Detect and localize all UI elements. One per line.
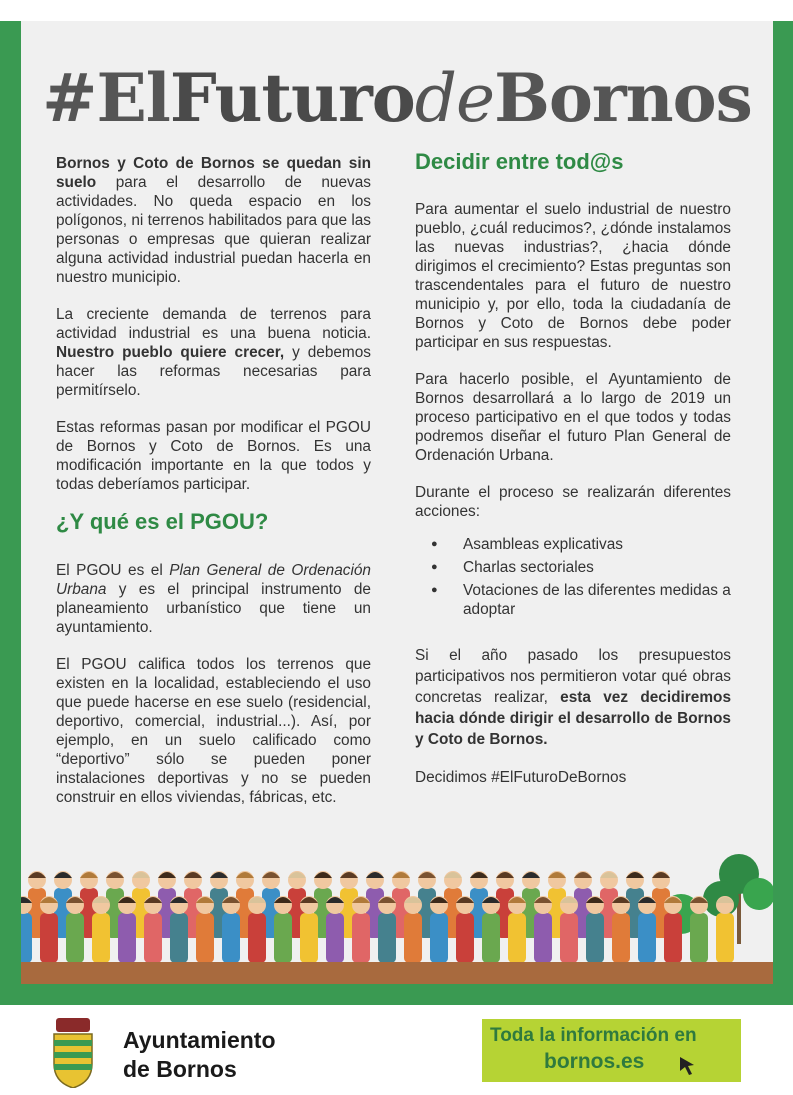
person-figure bbox=[196, 896, 214, 963]
person-figure bbox=[586, 896, 604, 963]
person-figure bbox=[300, 896, 318, 963]
paragraph: El PGOU es el Plan General de Ordenación Urbana y es el principal instrumento de planeamiento urbanístico que tiene un ayuntamiento. bbox=[56, 562, 371, 636]
paragraph: Si el año pasado los presupuestos participativos nos permitieron votar qué obras concretas realizar, esta vez decidiremos hacia dónde dirigir el desarrollo de Bornos y Coto de Bornos. bbox=[415, 647, 732, 748]
section-heading-decidir: Decidir entre tod@s bbox=[415, 149, 624, 174]
person-figure bbox=[430, 896, 448, 963]
person-figure bbox=[560, 896, 578, 963]
section-heading-pgou: ¿Y qué es el PGOU? bbox=[56, 509, 269, 534]
footer-ayuntamiento: Ayuntamiento de Bornos bbox=[123, 1027, 276, 1082]
paragraph: Bornos y Coto de Bornos se quedan sin suelo para el desarrollo de nuevas actividades. No queda espacio en los polígonos, ni terrenos habilitados para que las personas o empresas que quieran realizar alguna actividad industrial puedan hacerla en nuestro municipio. bbox=[56, 155, 371, 286]
left-column bbox=[56, 154, 371, 825]
cursor-icon bbox=[676, 1053, 700, 1077]
person-figure bbox=[378, 896, 396, 963]
person-figure bbox=[404, 896, 422, 963]
person-figure bbox=[66, 896, 84, 963]
person-figure bbox=[21, 896, 32, 963]
list-item: ● Charlas sectoriales bbox=[415, 558, 731, 577]
person-figure bbox=[508, 896, 526, 963]
content-panel bbox=[21, 21, 773, 984]
person-figure bbox=[690, 896, 708, 963]
person-figure bbox=[40, 896, 58, 963]
paragraph: La creciente demanda de terrenos para actividad industrial es una buena noticia. Nuestro pueblo quiere crecer, y debemos hacer las reformas necesarias para permitírselo. bbox=[56, 306, 372, 399]
person-figure bbox=[92, 896, 110, 963]
list-item: ● Votaciones de las diferentes medidas a adoptar bbox=[415, 581, 731, 619]
actions-list bbox=[415, 535, 731, 619]
person-figure bbox=[716, 896, 734, 963]
person-figure bbox=[456, 896, 474, 963]
green-frame bbox=[0, 21, 793, 1005]
person-figure bbox=[638, 896, 656, 963]
right-column bbox=[415, 149, 732, 805]
page-title: #ElFuturodeBornos bbox=[42, 59, 752, 137]
person-figure bbox=[144, 896, 162, 963]
person-figure bbox=[274, 896, 292, 963]
person-figure bbox=[534, 896, 552, 963]
paragraph: Durante el proceso se realizarán diferentes acciones: bbox=[415, 484, 731, 520]
person-figure bbox=[248, 896, 266, 963]
paragraph: Decidimos #ElFuturoDeBornos bbox=[415, 769, 627, 786]
person-figure bbox=[326, 896, 344, 963]
person-figure bbox=[482, 896, 500, 963]
crowd-illustration bbox=[21, 844, 773, 984]
person-figure bbox=[352, 896, 370, 963]
paragraph: El PGOU califica todos los terrenos que existen en la localidad, estableciendo el uso que puede hacerse en ese suelo (residencial, deportivo, comercial, industrial...). Así, por ejemplo, en un suelo calificado como “deportivo” sólo se pueden poner instalaciones deportivas y no se pueden construir en ellos viviendas, fábricas, etc. bbox=[56, 656, 371, 806]
person-figure bbox=[118, 896, 136, 963]
info-banner[interactable]: Toda la información en bornos.es bbox=[482, 1019, 741, 1082]
person-figure bbox=[170, 896, 188, 963]
person-figure bbox=[664, 896, 682, 963]
list-item: ● Asambleas explicativas bbox=[415, 535, 731, 554]
paragraph: Para hacerlo posible, el Ayuntamiento de Bornos desarrollará a lo largo de 2019 un proceso participativo en el que todos y todas podremos diseñar el futuro Plan General de Ordenación Urbana. bbox=[415, 371, 731, 464]
person-figure bbox=[612, 896, 630, 963]
paragraph: Estas reformas pasan por modificar el PGOU de Bornos y Coto de Bornos. Es una modificación importante en la que todos y todas deberíamos participar. bbox=[56, 419, 371, 493]
paragraph: Para aumentar el suelo industrial de nuestro pueblo, ¿cuál reducimos?, ¿dónde instalamos las nuevas industrias?, ¿hacia dónde dirigimos el crecimiento? Estas preguntas son trascendentales para el futuro de nuestro municipio y, por ello, toda la ciudadanía de Bornos y Coto de Bornos debe poder participar en sus respuestas. bbox=[415, 201, 731, 351]
coat-of-arms-icon bbox=[50, 1018, 96, 1088]
person-figure bbox=[222, 896, 240, 963]
website-link[interactable]: bornos.es bbox=[544, 1050, 645, 1073]
